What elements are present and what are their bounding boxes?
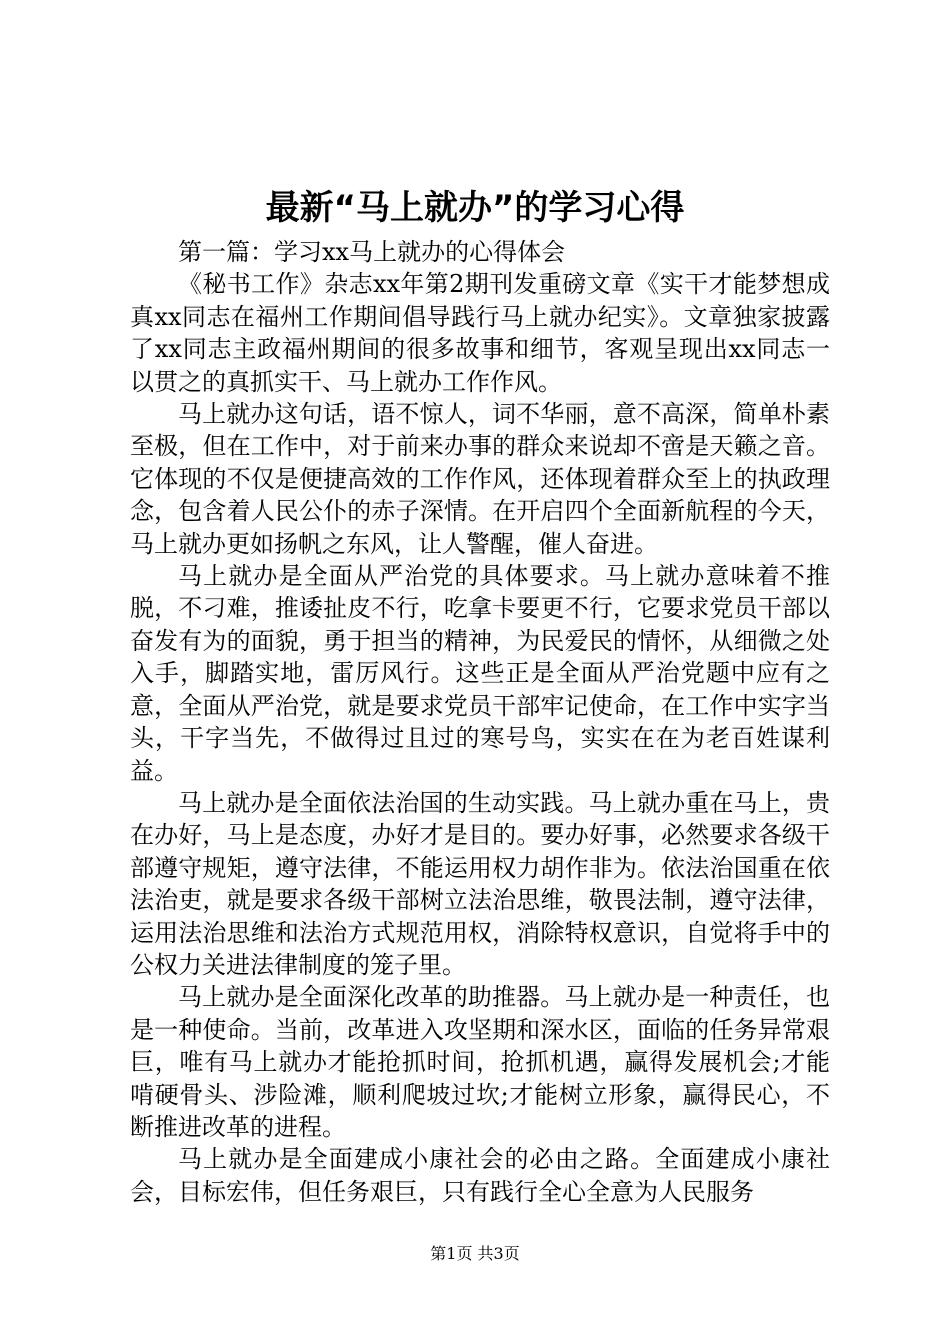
paragraph: 马上就办这句话，语不惊人，词不华丽，意不高深，简单朴素至极，但在工作中，对于前来办事的群众来说却不啻是天籁之音。它体现的不仅是便捷高效的工作作风，还体现着群众至上的执政理念，包含着人民公仆的赤子深情。在开启四个全面新航程的今天，马上就办更如扬帆之东风，让人警醒，催人奋进。 — [130, 400, 830, 558]
document-title: 最新“马上就办”的学习心得 — [265, 188, 685, 228]
paragraph: 马上就办是全面深化改革的助推器。马上就办是一种责任，也是一种使命。当前，改革进入攻坚期和深水区，面临的任务异常艰巨，唯有马上就办才能抢抓时间，抢抓机遇，赢得发展机会;才能啃硬骨头、涉险滩，顺利爬坡过坎;才能树立形象，赢得民心，不断推进改革的进程。 — [130, 983, 830, 1141]
document-body — [130, 236, 830, 1208]
paragraph: 马上就办是全面从严治党的具体要求。马上就办意味着不推脱，不刁难，推诿扯皮不行，吃拿卡要更不行，它要求党员干部以奋发有为的面貌，勇于担当的精神，为民爱民的情怀，从细微之处入手，脚踏实地，雷厉风行。这些正是全面从严治党题中应有之意，全面从严治党，就是要求党员干部牢记使命，在工作中实字当头，干字当先，不做得过且过的寒号鸟，实实在在为老百姓谋利益。 — [130, 562, 830, 785]
page-footer — [0, 1244, 950, 1264]
paragraph: 马上就办是全面建成小康社会的必由之路。全面建成小康社会，目标宏伟，但任务艰巨，只有践行全心全意为人民服务 — [130, 1145, 830, 1206]
paragraph: 马上就办是全面依法治国的生动实践。马上就办重在马上，贵在办好，马上是态度，办好才是目的。要办好事，必然要求各级干部遵守规矩，遵守法律，不能运用权力胡作非为。依法治国重在依法治吏，就是要求各级干部树立法治思维，敬畏法制，遵守法律，运用法治思维和法治方式规范用权，消除特权意识，自觉将手中的公权力关进法律制度的笼子里。 — [130, 788, 830, 979]
paragraph: 《秘书工作》杂志xx年第2期刊发重磅文章《实干才能梦想成真xx同志在福州工作期间倡导践行马上就办纪实》。文章独家披露了xx同志主政福州期间的很多故事和细节，客观呈现出xx同志一以贯之的真抓实干、马上就办工作作风。 — [130, 270, 830, 396]
section-heading: 第一篇：学习xx马上就办的心得体会 — [178, 238, 566, 266]
page-indicator: 第1页 共3页 — [430, 1244, 520, 1263]
